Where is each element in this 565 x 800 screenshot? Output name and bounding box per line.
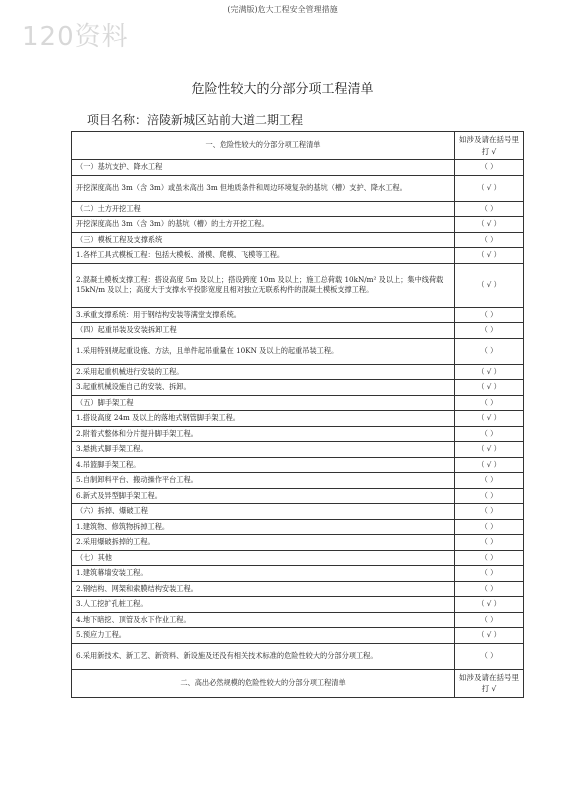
item-text: 6.新式及异型脚手架工程。 <box>72 488 455 504</box>
table-row <box>72 263 524 307</box>
table-row <box>72 442 524 458</box>
check-mark: （ ） <box>455 519 524 535</box>
table-row <box>72 628 524 644</box>
item-text: （二）土方开挖工程 <box>72 201 455 217</box>
check-mark: （ √ ） <box>455 263 524 307</box>
table-row <box>72 160 524 176</box>
item-text: 2.采用起重机械进行安装的工程。 <box>72 364 455 380</box>
table-row <box>72 411 524 427</box>
item-text: 1.搭设高度 24m 及以上的落地式钢管脚手架工程。 <box>72 411 455 427</box>
section1-title: 一、危险性较大的分部分项工程清单 <box>72 132 455 160</box>
item-text: 开挖深度高出 3m（含 3m）的基坑（槽）的土方开挖工程。 <box>72 217 455 233</box>
check-mark: （ √ ） <box>455 597 524 613</box>
table-row <box>72 643 524 669</box>
hazard-list-table <box>71 131 524 698</box>
table-row <box>72 457 524 473</box>
table-row <box>72 504 524 520</box>
table-row <box>72 612 524 628</box>
table-row <box>72 338 524 364</box>
table-row <box>72 488 524 504</box>
table-row <box>72 597 524 613</box>
item-text: （四）起重吊装及安装拆卸工程 <box>72 323 455 339</box>
check-mark: （ ） <box>455 201 524 217</box>
check-mark: （ ） <box>455 535 524 551</box>
section1-header-row <box>72 132 524 160</box>
header-note: (完满版)危大工程安全管理措施 <box>227 5 338 14</box>
watermark-logo: 120资料 <box>22 22 129 52</box>
table-row <box>72 201 524 217</box>
item-text: 1.建筑物、修筑物拆掉工程。 <box>72 519 455 535</box>
table-row <box>72 566 524 582</box>
item-text: 3.悬挑式脚手架工程。 <box>72 442 455 458</box>
table-row <box>72 232 524 248</box>
check-mark: （ √ ） <box>455 411 524 427</box>
check-mark: （ √ ） <box>455 380 524 396</box>
check-mark: （ ） <box>455 307 524 323</box>
table-row <box>72 307 524 323</box>
check-mark: （ √ ） <box>455 248 524 264</box>
check-mark: （ √ ） <box>455 364 524 380</box>
check-mark: （ ） <box>455 160 524 176</box>
section2-check-header: 如涉及请在括号里打 √ <box>455 669 524 697</box>
check-mark: （ ） <box>455 643 524 669</box>
table-row <box>72 248 524 264</box>
table-row <box>72 535 524 551</box>
item-text: 4.地下暗挖、顶管及水下作业工程。 <box>72 612 455 628</box>
item-text: 5.自制卸料平台、搬动操作平台工程。 <box>72 473 455 489</box>
check-mark: （ ） <box>455 323 524 339</box>
item-text: 3.起重机械设施自己的安装、拆卸。 <box>72 380 455 396</box>
check-mark: （ ） <box>455 232 524 248</box>
table-row <box>72 380 524 396</box>
item-text: 3.承重支撑系统：用于钢结构安装等满堂支撑系统。 <box>72 307 455 323</box>
item-text: （七）其他 <box>72 550 455 566</box>
item-text: 1.建筑幕墙安装工程。 <box>72 566 455 582</box>
table-row <box>72 217 524 233</box>
table-row <box>72 364 524 380</box>
table-row <box>72 519 524 535</box>
check-mark: （ ） <box>455 338 524 364</box>
item-text: （五）脚手架工程 <box>72 395 455 411</box>
check-mark: （ ） <box>455 550 524 566</box>
table-row <box>72 581 524 597</box>
section2-title: 二、高出必然规模的危险性较大的分部分项工程清单 <box>72 669 455 697</box>
item-text: 3.人工挖扩孔桩工程。 <box>72 597 455 613</box>
check-mark: （ √ ） <box>455 457 524 473</box>
item-text: （三）模板工程及支撑系统 <box>72 232 455 248</box>
check-mark: （ ） <box>455 566 524 582</box>
item-text: 2.附着式整体和分片提升脚手架工程。 <box>72 426 455 442</box>
project-name: 项目名称：涪陵新城区站前大道二期工程 <box>87 113 304 127</box>
item-text: 1.各样工具式模板工程：包括大模板、滑模、爬模、飞模等工程。 <box>72 248 455 264</box>
item-text: 2.混凝土模板支撑工程：搭设高度 5m 及以上；搭设跨度 10m 及以上；施工总荷载 10kN/m² 及以上；集中线荷载 15kN/m 及以上；高度大于支撑水平投影宽度且相对独立无联系构件的混凝土模板支撑工程。 <box>72 263 455 307</box>
table-row <box>72 323 524 339</box>
check-mark: （ ） <box>455 395 524 411</box>
check-mark: （ √ ） <box>455 175 524 201</box>
item-text: 2.采用爆破拆掉的工程。 <box>72 535 455 551</box>
document-title: 危险性较大的分部分项工程清单 <box>191 82 374 97</box>
item-text: 5.预应力工程。 <box>72 628 455 644</box>
item-text: （六）拆掉、爆破工程 <box>72 504 455 520</box>
section1-check-header: 如涉及请在括号里打 √ <box>455 132 524 160</box>
check-mark: （ ） <box>455 488 524 504</box>
table-row <box>72 395 524 411</box>
section2-header-row <box>72 669 524 697</box>
table-row <box>72 175 524 201</box>
check-mark: （ ） <box>455 581 524 597</box>
item-text: 开挖深度高出 3m（含 3m）或虽未高出 3m 但地质条件和周边环境复杂的基坑（槽）支护、降水工程。 <box>72 175 455 201</box>
check-mark: （ ） <box>455 473 524 489</box>
table-row <box>72 426 524 442</box>
table-row <box>72 473 524 489</box>
check-mark: （ √ ） <box>455 628 524 644</box>
check-mark: （ √ ） <box>455 217 524 233</box>
item-text: （一）基坑支护、降水工程 <box>72 160 455 176</box>
check-mark: （ ） <box>455 612 524 628</box>
check-mark: （ ） <box>455 504 524 520</box>
check-mark: （ √ ） <box>455 442 524 458</box>
item-text: 2.钢结构、网架和索膜结构安装工程。 <box>72 581 455 597</box>
table-row <box>72 550 524 566</box>
check-mark: （ ） <box>455 426 524 442</box>
item-text: 6.采用新技术、新工艺、新资料、新设施及还没有相关技术标准的危险性较大的分部分项工程。 <box>72 643 455 669</box>
item-text: 4.吊篮脚手架工程。 <box>72 457 455 473</box>
item-text: 1.采用特别规起重设施、方法，且单件起吊重量在 10KN 及以上的起重吊装工程。 <box>72 338 455 364</box>
